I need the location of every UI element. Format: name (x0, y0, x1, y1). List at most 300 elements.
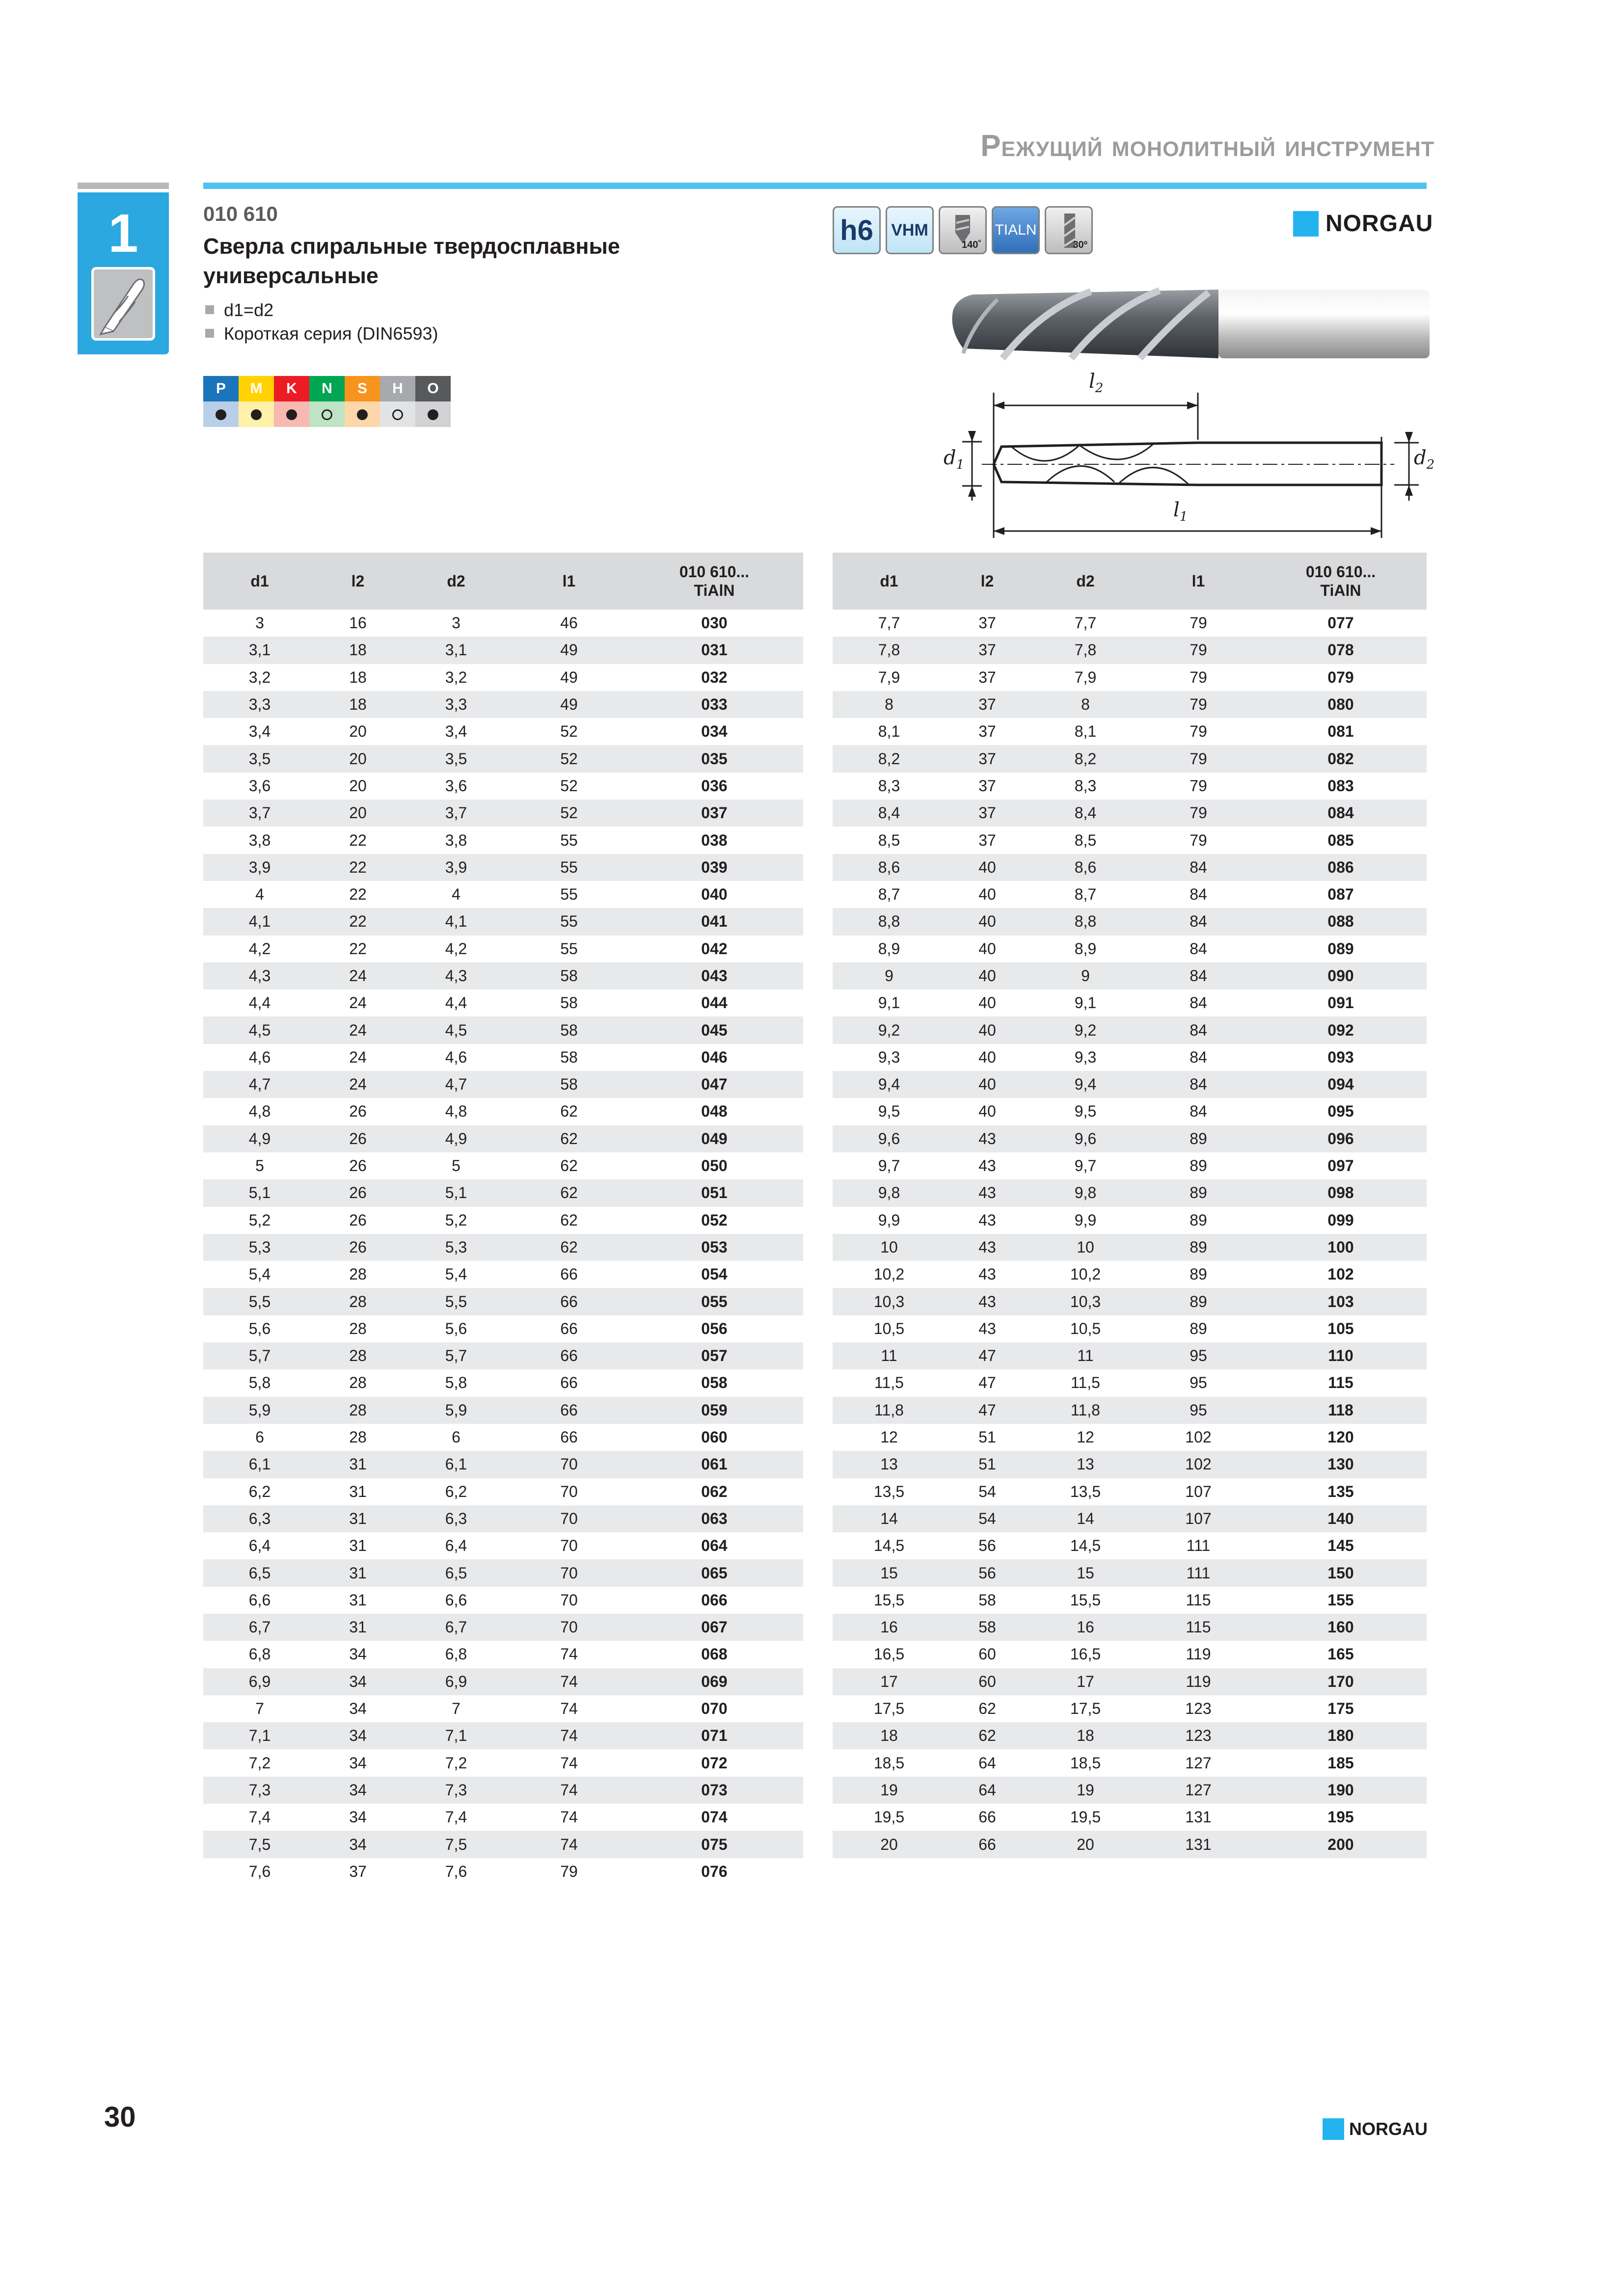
cell-l1: 62 (560, 1157, 578, 1175)
table-row (833, 1369, 1427, 1396)
table-row (203, 1559, 803, 1586)
cell-d1: 5,5 (203, 1288, 316, 1315)
footer-brand-name: NORGAU (1349, 2119, 1428, 2139)
dim-d2-label: $d_2$ (1414, 447, 1435, 472)
cell-d1: 5,2 (248, 1211, 271, 1229)
brand-square-icon (1293, 211, 1319, 237)
cell-d1: 4,3 (203, 962, 316, 989)
table-row (203, 1505, 803, 1532)
cell-d1: 19,5 (873, 1808, 905, 1826)
cell-l2: 43 (978, 1265, 996, 1283)
cell-article: 175 (1327, 1700, 1354, 1718)
cell-article: 058 (701, 1374, 728, 1392)
brand-square-icon (1323, 2118, 1344, 2140)
table-row (203, 664, 803, 691)
point-angle-icon (939, 206, 987, 254)
cell-l2: 47 (946, 1397, 1029, 1424)
table-row (833, 1722, 1427, 1749)
cell-l1: 62 (513, 1179, 625, 1206)
cell-l2: 37 (978, 831, 996, 849)
cell-d2: 6,7 (400, 1614, 513, 1641)
table-row (203, 935, 803, 962)
table-row (833, 610, 1427, 637)
cell-l1: 79 (1142, 637, 1255, 664)
table-row (833, 1016, 1427, 1043)
table-row (203, 1804, 803, 1831)
cell-article: 084 (1255, 800, 1427, 827)
table-row (833, 745, 1427, 772)
table-row (833, 854, 1427, 881)
cell-d1: 15,5 (873, 1591, 905, 1609)
cell-l1: 66 (560, 1428, 578, 1446)
table-row (833, 1179, 1427, 1206)
cell-l1: 84 (1190, 1048, 1207, 1066)
cell-d1: 6,2 (248, 1482, 271, 1500)
cell-d1: 3,1 (203, 637, 316, 664)
material-group-n: N (309, 376, 345, 401)
cell-d1: 18,5 (873, 1754, 905, 1772)
table-row (833, 1152, 1427, 1179)
table-row (833, 691, 1427, 718)
cell-l2: 24 (316, 962, 400, 989)
cell-l1: 84 (1190, 939, 1207, 958)
cell-l1: 58 (560, 1048, 578, 1066)
cell-l1: 79 (1190, 831, 1207, 849)
table-row (833, 1207, 1427, 1234)
cell-article: 130 (1255, 1451, 1427, 1478)
cell-l1: 49 (513, 637, 625, 664)
cell-article: 033 (625, 691, 803, 718)
table-row (833, 881, 1427, 908)
cell-l1: 74 (560, 1645, 578, 1663)
cell-l2: 37 (946, 691, 1029, 718)
cell-l1: 131 (1185, 1808, 1212, 1826)
cell-l1: 55 (560, 831, 578, 849)
cell-l2: 20 (316, 800, 400, 827)
cell-d1: 6,6 (248, 1591, 271, 1609)
cell-l2: 37 (978, 722, 996, 741)
helix-angle-icon (1045, 206, 1093, 254)
cell-article: 090 (1255, 962, 1427, 989)
feature-list (203, 298, 438, 346)
table-row (203, 1451, 803, 1478)
cell-l2: 26 (349, 1157, 367, 1175)
cell-article: 200 (1255, 1831, 1427, 1858)
cell-l1: 66 (560, 1265, 578, 1283)
cell-l1: 74 (513, 1777, 625, 1804)
cell-d2: 9,3 (1074, 1048, 1097, 1066)
cell-article: 052 (701, 1211, 728, 1229)
cell-l1: 74 (560, 1808, 578, 1826)
cell-article: 041 (625, 908, 803, 935)
cell-article: 102 (1327, 1265, 1354, 1283)
cell-l2: 22 (316, 908, 400, 935)
cell-l1: 123 (1142, 1722, 1255, 1749)
table-row (203, 1858, 803, 1885)
cell-l2: 22 (349, 885, 367, 904)
cell-d1: 10 (833, 1234, 946, 1261)
cell-d1: 5,6 (248, 1319, 271, 1337)
cell-l2: 16 (349, 614, 367, 632)
cell-d1: 7,4 (248, 1808, 271, 1826)
cell-l2: 43 (978, 1319, 996, 1337)
cell-l1: 46 (560, 614, 578, 632)
bullet-square-icon (205, 329, 214, 338)
cell-l2: 43 (946, 1125, 1029, 1152)
cell-l2: 26 (316, 1234, 400, 1261)
cell-d1: 8,7 (878, 885, 900, 904)
cell-d1: 7,8 (833, 637, 946, 664)
cell-article: 075 (625, 1831, 803, 1858)
drill-icon (91, 267, 155, 341)
cell-d2: 11,5 (1071, 1374, 1100, 1392)
cell-l1: 111 (1186, 1537, 1211, 1555)
cell-d2: 6,9 (400, 1668, 513, 1695)
cell-d2: 10,2 (1070, 1265, 1101, 1283)
dim-d1-label: $d_1$ (944, 447, 965, 472)
cell-d2: 9 (1029, 962, 1142, 989)
cell-l2: 54 (978, 1482, 996, 1500)
cell-l1: 58 (513, 1071, 625, 1098)
cell-d2: 4,1 (400, 908, 513, 935)
cell-l2: 34 (316, 1831, 400, 1858)
table-row (203, 1695, 803, 1722)
table-header-row (833, 553, 1427, 610)
drill-photo (944, 280, 1433, 370)
cell-article: 037 (625, 800, 803, 827)
cell-d1: 9,8 (833, 1179, 946, 1206)
cell-l2: 51 (978, 1428, 996, 1446)
table-row (833, 800, 1427, 827)
cell-d2: 8,2 (1029, 745, 1142, 772)
cell-article: 099 (1327, 1211, 1354, 1229)
coating-tialn-icon: TIALN (992, 206, 1040, 254)
cell-d2: 10,3 (1029, 1288, 1142, 1315)
cell-article: 092 (1255, 1016, 1427, 1043)
table-header-row (203, 553, 803, 610)
table-row (833, 1451, 1427, 1478)
cell-article: 103 (1255, 1288, 1427, 1315)
cell-d1: 4 (255, 885, 264, 904)
cell-l2: 64 (946, 1777, 1029, 1804)
cell-d2: 3,3 (400, 691, 513, 718)
cell-article: 083 (1327, 776, 1354, 795)
cell-d2: 9,4 (1029, 1071, 1142, 1098)
cell-article: 048 (701, 1102, 728, 1121)
col-header-d2: d2 (1029, 553, 1142, 610)
cell-d1: 6,5 (203, 1559, 316, 1586)
cell-l2: 24 (349, 994, 367, 1012)
cell-d1: 3,3 (203, 691, 316, 718)
cell-d2: 3,1 (400, 637, 513, 664)
cell-d2: 5,1 (400, 1179, 513, 1206)
cell-l2: 43 (978, 1211, 996, 1229)
table-row (833, 1695, 1427, 1722)
cell-l2: 31 (316, 1505, 400, 1532)
cell-article: 063 (625, 1505, 803, 1532)
table-row (833, 1397, 1427, 1424)
cell-d1: 5,9 (203, 1397, 316, 1424)
cell-l1: 58 (513, 1016, 625, 1043)
table-row (833, 1749, 1427, 1776)
cell-l2: 28 (316, 1288, 400, 1315)
cell-article: 045 (625, 1016, 803, 1043)
cell-d1: 11,5 (874, 1374, 904, 1392)
cell-d2: 4,9 (400, 1125, 513, 1152)
cell-article: 036 (701, 776, 728, 795)
table-row (833, 664, 1427, 691)
table-row (833, 1777, 1427, 1804)
cell-d1: 7,7 (878, 614, 900, 632)
table-row (203, 637, 803, 664)
cell-d2: 5,4 (445, 1265, 467, 1283)
drill-dimension-drawing (933, 370, 1438, 540)
cell-l1: 55 (513, 854, 625, 881)
spec-table-right (833, 553, 1427, 1858)
chapter-tab[interactable] (78, 192, 169, 354)
cell-d1: 9,1 (878, 994, 900, 1012)
cell-l1: 74 (513, 1722, 625, 1749)
cell-l2: 26 (349, 1102, 367, 1121)
cell-article: 088 (1255, 908, 1427, 935)
filled-dot-icon (216, 409, 226, 420)
cell-d2: 18,5 (1070, 1754, 1101, 1772)
cell-d2: 9,6 (1029, 1125, 1142, 1152)
cell-l2: 40 (946, 1071, 1029, 1098)
cell-article: 059 (625, 1397, 803, 1424)
cell-article: 039 (625, 854, 803, 881)
table-row (833, 1614, 1427, 1641)
table-row (833, 1668, 1427, 1695)
cell-d2: 4,4 (445, 994, 467, 1012)
cell-l1: 66 (513, 1397, 625, 1424)
cell-article: 076 (701, 1862, 728, 1880)
cell-d1: 12 (880, 1428, 898, 1446)
cell-d1: 16,5 (873, 1645, 905, 1663)
cell-l1: 70 (513, 1614, 625, 1641)
cell-d2: 5 (452, 1157, 460, 1175)
material-group-m: M (239, 376, 274, 401)
cell-l2: 37 (946, 745, 1029, 772)
material-groups (203, 376, 451, 427)
cell-d2: 3 (452, 614, 460, 632)
cell-d1: 8 (833, 691, 946, 718)
cell-l1: 89 (1142, 1125, 1255, 1152)
table-row (833, 1288, 1427, 1315)
suitability-n (309, 401, 345, 427)
cell-d1: 7,6 (248, 1862, 271, 1880)
cell-l2: 28 (349, 1265, 367, 1283)
cell-d1: 7,2 (248, 1754, 271, 1772)
col-header-d1: d1 (203, 553, 316, 610)
brand-name: NORGAU (1325, 211, 1434, 237)
cell-d1: 3,8 (248, 831, 271, 849)
cell-article: 030 (701, 614, 728, 632)
cell-article: 044 (701, 994, 728, 1012)
cell-l1: 52 (513, 745, 625, 772)
cell-l2: 22 (316, 854, 400, 881)
open-dot-icon (392, 409, 403, 420)
table-row (833, 1261, 1427, 1288)
cell-l2: 31 (316, 1559, 400, 1586)
cell-l2: 31 (316, 1451, 400, 1478)
cell-l1: 70 (560, 1537, 578, 1555)
table-row (203, 1668, 803, 1695)
cell-l2: 40 (978, 994, 996, 1012)
cell-article: 105 (1327, 1319, 1354, 1337)
cell-l1: 84 (1190, 1102, 1207, 1121)
cell-l1: 70 (513, 1505, 625, 1532)
table-row (833, 1125, 1427, 1152)
cell-l1: 58 (560, 994, 578, 1012)
cell-d1: 4,1 (203, 908, 316, 935)
cell-d2: 9,1 (1074, 994, 1097, 1012)
cell-article: 085 (1327, 831, 1354, 849)
cell-l1: 84 (1142, 962, 1255, 989)
cell-l2: 34 (349, 1754, 367, 1772)
cell-d2: 5,3 (400, 1234, 513, 1261)
cell-l1: 89 (1190, 1265, 1207, 1283)
cell-d2: 3,4 (445, 722, 467, 741)
cell-d1: 8,9 (878, 939, 900, 958)
cell-article: 077 (1327, 614, 1354, 632)
cell-d1: 5,1 (203, 1179, 316, 1206)
cell-l2: 18 (316, 637, 400, 664)
cell-d1: 9,2 (833, 1016, 946, 1043)
cell-d2: 3,2 (445, 668, 467, 686)
table-row (203, 1614, 803, 1641)
page-number: 30 (104, 2101, 136, 2133)
cell-l1: 74 (513, 1831, 625, 1858)
cell-l2: 37 (978, 614, 996, 632)
cell-l1: 49 (513, 691, 625, 718)
cell-article: 055 (625, 1288, 803, 1315)
suitability-h (380, 401, 415, 427)
cell-l2: 26 (316, 1125, 400, 1152)
cell-l1: 70 (560, 1591, 578, 1609)
cell-article: 140 (1255, 1505, 1427, 1532)
cell-d2: 20 (1029, 1831, 1142, 1858)
brand-logo (1293, 210, 1433, 237)
cell-article: 097 (1327, 1157, 1354, 1175)
table-row (833, 773, 1427, 800)
cell-l2: 56 (978, 1537, 996, 1555)
cell-d1: 11,8 (833, 1397, 946, 1424)
cell-d2: 17 (1029, 1668, 1142, 1695)
cell-l2: 24 (316, 1071, 400, 1098)
table-row (833, 1044, 1427, 1071)
cell-l2: 34 (316, 1722, 400, 1749)
helix-angle-label: 30º (1073, 240, 1087, 250)
cell-l2: 34 (316, 1668, 400, 1695)
table-row (833, 1234, 1427, 1261)
cell-article: 067 (625, 1614, 803, 1641)
chapter-number: 1 (108, 203, 138, 264)
cell-l1: 62 (513, 1234, 625, 1261)
cell-article: 073 (625, 1777, 803, 1804)
cell-d2: 7,9 (1074, 668, 1097, 686)
cell-l1: 79 (1142, 691, 1255, 718)
cell-l2: 34 (316, 1777, 400, 1804)
cell-l2: 20 (349, 722, 367, 741)
cell-d1: 9,9 (878, 1211, 900, 1229)
cell-l2: 34 (349, 1645, 367, 1663)
table-row (203, 1532, 803, 1559)
cell-d2: 7,4 (445, 1808, 467, 1826)
table-row (833, 989, 1427, 1016)
table-row (833, 637, 1427, 664)
col-header-l1: l1 (1142, 553, 1255, 610)
suitability-k (274, 401, 309, 427)
cell-l2: 64 (978, 1754, 996, 1772)
cell-article: 057 (625, 1342, 803, 1369)
cell-l2: 40 (946, 854, 1029, 881)
col-header-l2: l2 (316, 553, 400, 610)
chapter-tab-bar (78, 183, 169, 189)
cell-d2: 9,7 (1074, 1157, 1097, 1175)
cell-d1: 6,3 (203, 1505, 316, 1532)
cell-l1: 89 (1190, 1157, 1207, 1175)
table-row (203, 718, 803, 745)
cell-article: 034 (701, 722, 728, 741)
cell-d1: 4,9 (203, 1125, 316, 1152)
cell-d1: 9,7 (878, 1157, 900, 1175)
material-group-p: P (203, 376, 239, 401)
table-row (203, 1342, 803, 1369)
cell-l1: 62 (513, 1125, 625, 1152)
table-row (203, 1424, 803, 1451)
cell-d1: 4,4 (248, 994, 271, 1012)
table-row (833, 1804, 1427, 1831)
cell-d2: 8,4 (1029, 800, 1142, 827)
cell-d2: 9,2 (1029, 1016, 1142, 1043)
cell-d1: 3 (255, 614, 264, 632)
cell-l1: 127 (1185, 1754, 1212, 1772)
cell-l1: 66 (513, 1288, 625, 1315)
table-row (203, 1369, 803, 1396)
cell-d1: 6,4 (248, 1537, 271, 1555)
cell-d2: 4,5 (400, 1016, 513, 1043)
cell-l1: 89 (1190, 1211, 1207, 1229)
cell-d1: 9 (833, 962, 946, 989)
cell-l2: 28 (349, 1319, 367, 1337)
cell-l1: 55 (560, 939, 578, 958)
table-row (203, 1288, 803, 1315)
cell-article: 054 (701, 1265, 728, 1283)
cell-d2: 13,5 (1070, 1482, 1101, 1500)
cell-article: 040 (701, 885, 728, 904)
material-group-s: S (345, 376, 380, 401)
cell-l2: 56 (946, 1559, 1029, 1586)
cell-l1: 89 (1142, 1179, 1255, 1206)
cell-article: 051 (625, 1179, 803, 1206)
cell-d1: 18 (833, 1722, 946, 1749)
cell-d2: 11 (1029, 1342, 1142, 1369)
cell-l1: 79 (1190, 614, 1207, 632)
suitability-p (203, 401, 239, 427)
cell-d2: 7,5 (400, 1831, 513, 1858)
cell-d2: 8,9 (1074, 939, 1097, 958)
cell-l1: 79 (1190, 668, 1207, 686)
cell-d1: 17 (833, 1668, 946, 1695)
cell-l2: 31 (349, 1537, 367, 1555)
cell-l1: 84 (1190, 994, 1207, 1012)
col-header-article: 010 610... TiAlN (1255, 553, 1427, 610)
cell-d1: 10,2 (873, 1265, 905, 1283)
cell-l1: 62 (560, 1102, 578, 1121)
material-group-h: H (380, 376, 415, 401)
cell-d2: 18 (1029, 1722, 1142, 1749)
